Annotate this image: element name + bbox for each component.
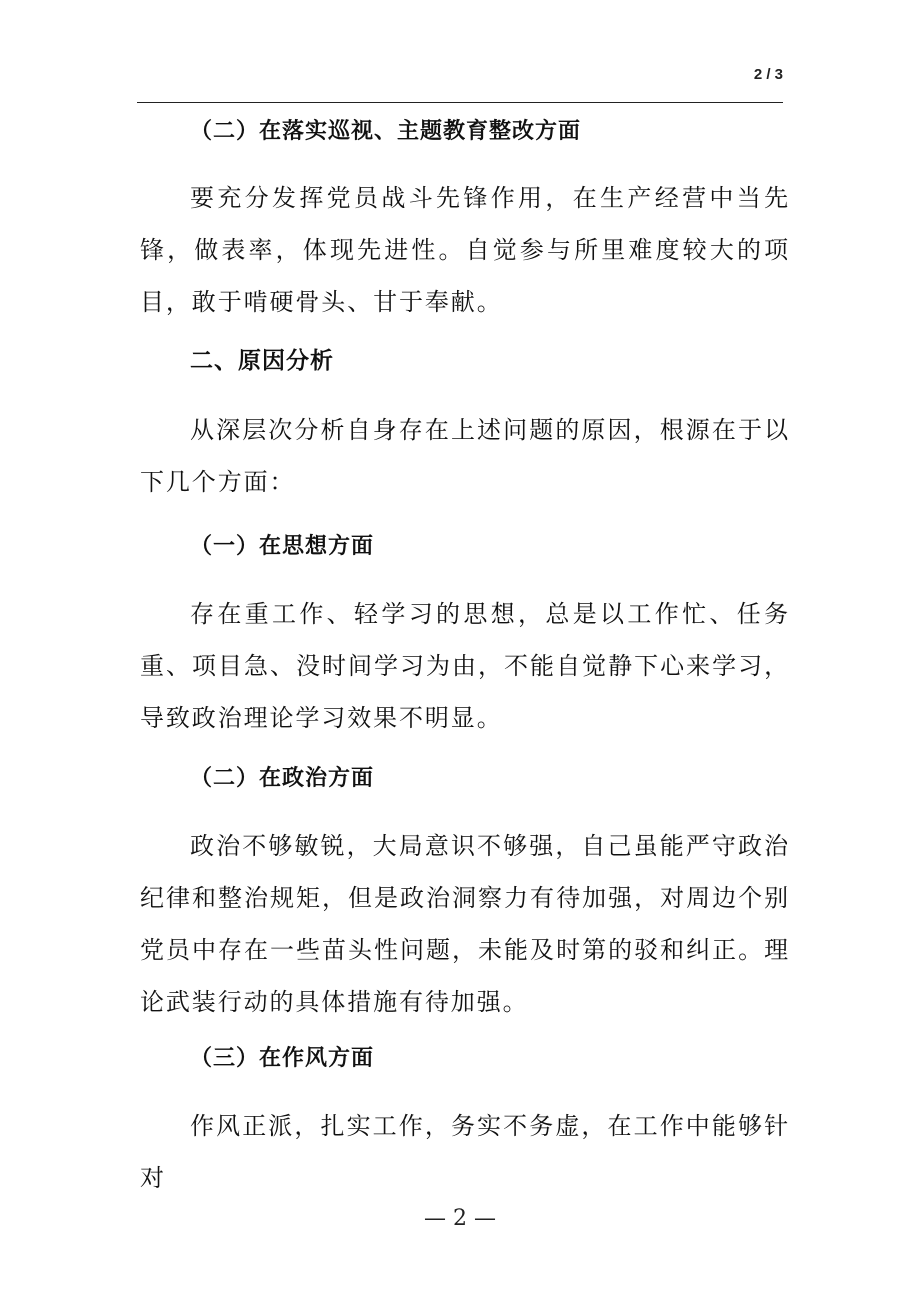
paragraph-thought: 存在重工作、轻学习的思想，总是以工作忙、任务重、项目急、没时间学习为由，不能自觉静下心来学习，导致政治理论学习效果不明显。 [140,600,790,732]
subheading-rectification: （二）在落实巡视、主题教育整改方面 [190,118,582,144]
heading-cause-analysis: 二、原因分析 [190,347,334,374]
subheading-politics: （二）在政治方面 [190,765,375,791]
subheading-thought: （一）在思想方面 [190,533,375,559]
paragraph-vanguard-role: 要充分发挥党员战斗先锋作用，在生产经营中当先锋，做表率，体现先进性。自觉参与所里难度较大的项目，敢于啃硬骨头、甘于奉献。 [140,184,790,316]
page-counter: 2 / 3 [753,66,783,83]
header-divider [137,102,783,103]
footer-page-number: — 2 — [424,1206,496,1231]
paragraph-style: 作风正派，扎实工作，务实不务虚，在工作中能够针对 [140,1112,790,1192]
subheading-style: （三）在作风方面 [190,1045,375,1071]
paragraph-politics: 政治不够敏锐，大局意识不够强，自己虽能严守政治纪律和整治规矩，但是政治洞察力有待加强，对周边个别党员中存在一些苗头性问题，未能及时第的驳和纠正。理论武装行动的具体措施有待加强。 [140,832,790,1016]
paragraph-cause-intro: 从深层次分析自身存在上述问题的原因，根源在于以下几个方面： [140,416,790,496]
